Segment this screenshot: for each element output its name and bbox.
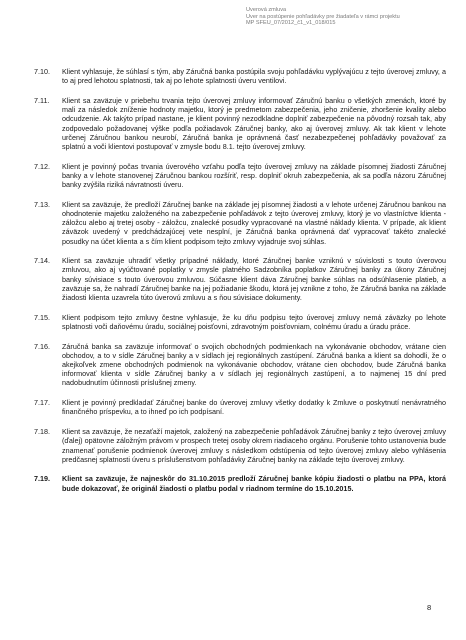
clause-number: 7.18. (34, 427, 50, 437)
clause-text: Klient sa zaväzuje v priebehu trvania tejto úverovej zmluvy informovať Záručnú banku o všetkých zmenách, ktoré by mali za následok zníženie hodnoty majetku, ktorý je predmetom zabezpečenia, jeho zničenie, zhoršenie kvality alebo odcudzenie. Ak takýto prípad nastane, je klient povinný nezodkladne doplniť zabezpečenie na pôvodný rozsah tak, aby zodpovedalo požadovanej výške podľa požiadavok Záručnej banky, ako aj úverovej zmluvy. Ak tak klient v lehote určenej Záručnou bankou neurobí, Záručná banka je oprávnená časť nezabezpečenej pohľadávky považovať za splatnú a voči klientovi postupovať v zmysle bodu 8.1. tejto úverovej zmluvy. (62, 95, 446, 151)
clause-number: 7.13. (34, 199, 50, 209)
clause-number: 7.11. (34, 95, 50, 105)
clause-text: Klient je povinný počas trvania úverového vzťahu podľa tejto úverovej zmluvy na základe písomnej žiadosti Záručnej banky a v lehote stanovenej Záručnou bankou rozšíriť, resp. doplniť okruh zabezpečenia, ak sa podľa názoru Záručnej banky zvýšila riziká návratnosti úveru. (62, 161, 446, 190)
clause-text: Záručná banka sa zaväzuje informovať o svojich obchodných podmienkach na vykonávanie obchodov, vrátane cien obchodov, a to v sídle Záručnej banky a v sídlach jej regionálnych zastúpení. Záručná banka a klient sa dohodli, že o akejkoľvek zmene obchodných podmienok na vykonávanie obchodov, vrátane cien obchodov, bude Záručná banka informovať klienta v sídle Záručnej banky a v sídlach jej regionálnych zastúpení, a to najmenej 15 dní pred nadobudnutím účinnosti príslušnej zmeny. (62, 341, 446, 388)
page-number: 8 (427, 603, 432, 612)
clause (0, 67, 466, 85)
clause-text: Klient sa zaväzuje, že predloží Záručnej banke na základe jej písomnej žiadosti a v lehote určenej Záručnou bankou na ohodnotenie majetku založeného na zabezpečenie pohľadávok z tejto úverovej zmluvy, ktorý je vo vlastníctve klienta - záložcu alebo aj tretej osoby - záložcu, znalecké posudky vypracované na vlastné náklady klienta. V prípade, ak klient záväzok uvedený v predchádzajúcej vete nesplní, je Záručná banka oprávnená dať vypracovať takéto znalecké posudky na účet klienta a s čím klient podpisom tejto zmluvy vyjadruje svoj súhlas. (62, 199, 446, 246)
clause (0, 162, 466, 190)
clause (0, 256, 466, 302)
clause (0, 398, 466, 416)
clause-number: 7.19. (34, 474, 50, 484)
header-line: Úver na postúpenie pohľadávky pre žiadateľa v rámci projektu (246, 13, 400, 20)
clause-text: Klient podpisom tejto zmluvy čestne vyhlasuje, že ku dňu podpisu tejto úverovej zmluvy nemá záväzky po lehote splatnosti voči daňovému úradu, sociálnej poisťovni, zdravotným poisťovniam, colnému úradu a úradu práce. (62, 312, 446, 331)
clause-text: Klient sa zaväzuje, že najneskôr do 31.10.2015 predloží Záručnej banke kópiu žiadosti o platbu na PPA, ktorá bude dokazovať, že originál žiadosti o platbu podal v riadnom termíne do 15.10.2015. (62, 474, 446, 493)
clause-text: Klient je povinný predkladať Záručnej banke do úverovej zmluvy všetky dodatky k Zmluve o poskytnutí nenávratného finančného príspevku, a to ihneď po ich podpísaní. (62, 398, 446, 417)
clause-number: 7.12. (34, 161, 50, 171)
header-line: MP SFEÚ_07/2012_č1_v1_018/015 (246, 20, 336, 27)
clause-list (0, 67, 466, 503)
clause-number: 7.15. (34, 312, 50, 322)
header-line: Úverová zmluva (246, 7, 287, 13)
clause-text: Klient vyhlasuje, že súhlasí s tým, aby Záručná banka postúpila svoju pohľadávku vyplývajúcu z tejto úverovej zmluvy, a to aj pred lehotou splatnosti, tak aj po lehote splatnosti úveru ventilovi. (62, 67, 446, 86)
clause-text: Klient sa zaväzuje uhradiť všetky prípadné náklady, ktoré Záručnej banke vzniknú v súvislosti s touto úverovou zmluvou, ako aj vyúčtované poplatky v zmysle platného Sadzobníka poplatkov Záručnej banky za úkony Záručnej banky súvisiace s touto úverovou zmluvou. Súčasne klient dáva Záručnej banke súhlas na odsúhlasenie platieb, a zaväzuje sa, že nahradí Záručnej banke na jej požiadanie škodu, ktorá jej vznikne z toho, že Záručná banka na základe žiadosti klienta uzavrela túto úverovú zmluvu a s ňou súvisiace dokumenty. (62, 256, 446, 303)
clause-text: Klient sa zaväzuje, že nezaťaží majetok, založený na zabezpečenie pohľadávok Záručnej banky z tejto úverovej zmluvy (ďalej) opätovne záložným právom v prospech tretej osoby okrem riadiaceho orgánu. Porušenie tohto ustanovenia bude znamenať porušenie podmienok úverovej zmluvy s následkom odstúpenia od tejto úverovej zmluvy alebo vyhlásenia predčasnej splatnosti úveru s príslušenstvom pohľadávky Záručnej banky na základe tejto úverovej zmluvy. (62, 427, 446, 464)
clause (0, 96, 466, 151)
clause-number: 7.10. (34, 67, 50, 76)
clause (0, 427, 466, 464)
clause (0, 474, 466, 492)
clause (0, 342, 466, 388)
clause-number: 7.14. (34, 256, 50, 266)
clause-number: 7.17. (34, 398, 50, 408)
clause (0, 200, 466, 246)
clause (0, 313, 466, 331)
clause-number: 7.16. (34, 341, 50, 351)
page-header (246, 7, 462, 27)
